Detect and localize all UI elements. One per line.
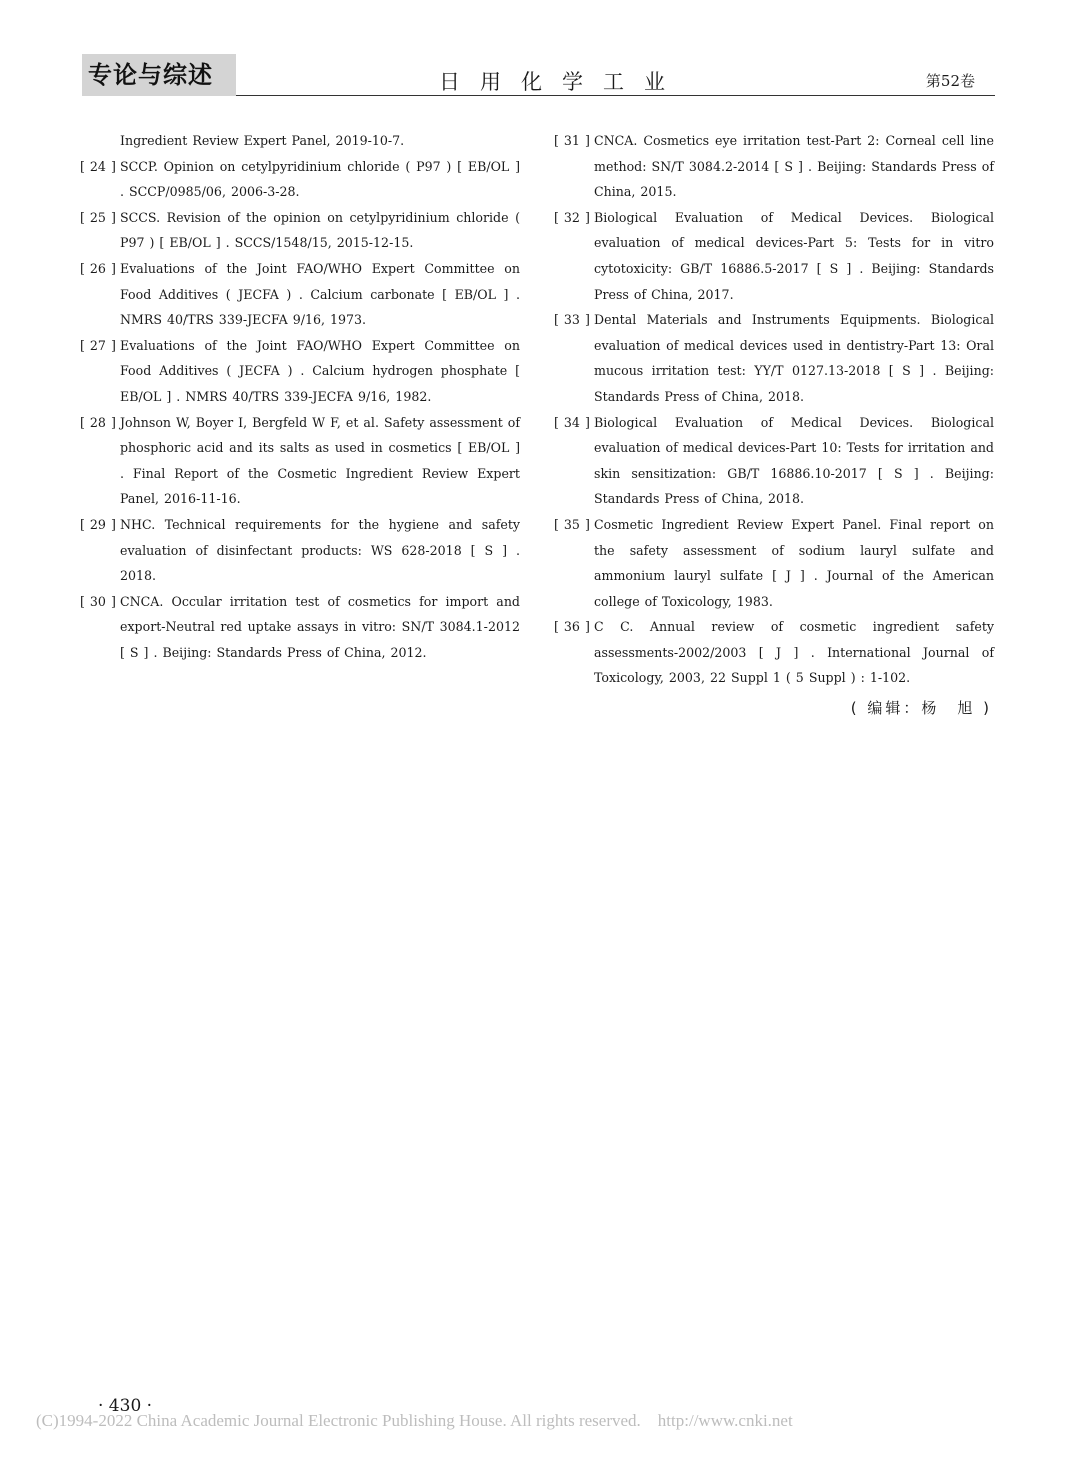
reference-item (80, 589, 520, 666)
journal-title: 日用化学工业 (439, 70, 685, 94)
reference-item (554, 307, 994, 409)
reference-item (80, 154, 520, 205)
reference-number: [ 26 ] (80, 260, 116, 276)
reference-text: Cosmetic Ingredient Review Expert Panel. Final report on the safety assessment of sodium lauryl sulfate and ammonium lauryl sulfate [ J ] . Journal of the American college of Toxicology, 1983. (594, 516, 994, 609)
reference-item (80, 512, 520, 589)
reference-text: CNCA. Cosmetics eye irritation test-Part 2: Corneal cell line method: SN/T 3084.2-2014 [ S ] . Beijing: Standards Press of China, 2015. (594, 133, 994, 200)
reference-number: [ 36 ] (554, 619, 590, 635)
reference-number: [ 31 ] (554, 133, 590, 148)
reference-number: [ 34 ] (554, 414, 590, 430)
references-left-column (80, 128, 520, 665)
copyright-watermark: (C)1994-2022 China Academic Journal Electronic Publishing House. All rights reserved. http://www.cnki.net (36, 1411, 793, 1430)
reference-text: Evaluations of the Joint FAO/WHO Expert Committee on Food Additives ( JECFA ) . Calcium hydrogen phosphate [ EB/OL ] . NMRS 40/TRS 339-JECFA 9/16, 1982. (120, 337, 520, 404)
page-number: · 430 · (98, 1396, 153, 1416)
reference-item (554, 614, 994, 691)
reference-text: SCCP. Opinion on cetylpyridinium chloride ( P97 ) [ EB/OL ] . SCCP/0985/06, 2006-3-28. (120, 158, 520, 200)
reference-number: [ 29 ] (80, 516, 116, 532)
reference-number: [ 24 ] (80, 158, 116, 174)
reference-text: Ingredient Review Expert Panel, 2019-10-7. (120, 133, 405, 148)
volume-label: 第52卷 (925, 72, 975, 90)
reference-item (80, 256, 520, 333)
reference-item (80, 128, 520, 154)
reference-text: Dental Materials and Instruments Equipments. Biological evaluation of medical devices used in dentistry-Part 13: Oral mucous irritation test: YY/T 0127.13-2018 [ S ] . Beijing: Standards Press of China, 2018. (594, 312, 994, 404)
reference-text: SCCS. Revision of the opinion on cetylpyridinium chloride ( P97 ) [ EB/OL ] . SCCS/1548/15, 2015-12-15. (120, 209, 520, 251)
reference-text: Biological Evaluation of Medical Devices. Biological evaluation of medical devices-Part 10: Tests for irritation and skin sensitization: GB/T 16886.10-2017 [ S ] . Beijing: Standards Press of China, 2018. (594, 414, 994, 507)
reference-number: [ 30 ] (80, 593, 116, 609)
reference-number: [ 35 ] (554, 516, 590, 532)
reference-item (554, 128, 994, 205)
reference-text: Biological Evaluation of Medical Devices. Biological evaluation of medical devices-Part 5: Tests for in vitro cytotoxicity: GB/T 16886.5-2017 [ S ] . Beijing: Standards Press of China, 2017. (594, 209, 994, 302)
reference-text: NHC. Technical requirements for the hygiene and safety evaluation of disinfectant products: WS 628-2018 [ S ] . 2018. (120, 516, 520, 584)
page-header (82, 54, 995, 96)
reference-number: [ 25 ] (80, 209, 116, 225)
reference-text: C C. Annual review of cosmetic ingredient safety assessments-2002/2003 [ J ] . International Journal of Toxicology, 2003, 22 Suppl 1 ( 5 Suppl ) : 1-102. (594, 619, 994, 686)
reference-item (554, 512, 994, 614)
reference-number: [ 33 ] (554, 312, 590, 328)
reference-text: Johnson W, Boyer I, Bergfeld W F, et al. Safety assessment of phosphoric acid and its salts as used in cosmetics [ EB/OL ] . Final Report of the Cosmetic Ingredient Review Expert Panel, 2016-11-16. (120, 414, 521, 507)
reference-number: [ 32 ] (554, 209, 590, 225)
reference-item (80, 333, 520, 410)
reference-number: [ 28 ] (80, 414, 116, 430)
reference-item (80, 410, 520, 512)
reference-item (554, 410, 994, 512)
reference-number: [ 27 ] (80, 337, 116, 353)
reference-text: CNCA. Occular irritation test of cosmetics for import and export-Neutral red uptake assays in vitro: SN/T 3084.1-2012 [ S ] . Beijing: Standards Press of China, 2012. (120, 593, 520, 660)
references-right-column (554, 128, 994, 718)
reference-text: Evaluations of the Joint FAO/WHO Expert Committee on Food Additives ( JECFA ) . Calcium carbonate [ EB/OL ] . NMRS 40/TRS 339-JECFA 9/16, 1973. (120, 260, 520, 328)
reference-item (554, 205, 994, 307)
header-rule (236, 95, 995, 96)
section-badge: 专论与综述 (82, 54, 236, 96)
editor-credit: ( 编辑：杨 旭 ) (850, 699, 992, 718)
reference-item (80, 205, 520, 256)
